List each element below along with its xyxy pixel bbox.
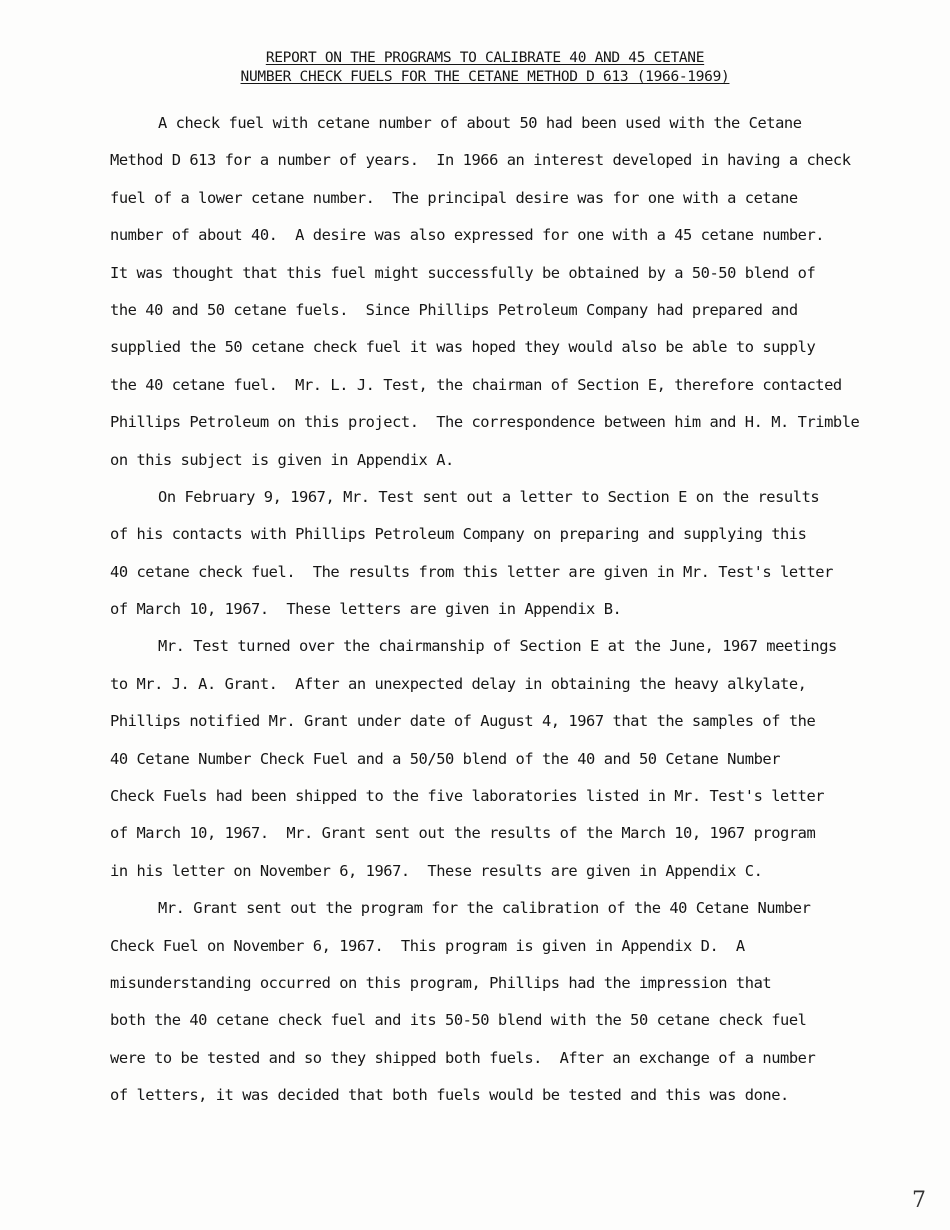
text-line: 40 cetane check fuel. The results from this letter are given in Mr. Test's letter (110, 562, 833, 581)
text-line: of his contacts with Phillips Petroleum Company on preparing and supplying this (110, 525, 807, 544)
text-line: Phillips notified Mr. Grant under date of August 4, 1967 that the samples of the (110, 712, 816, 731)
text-line: of letters, it was decided that both fuels would be tested and this was done. (110, 1086, 789, 1105)
text-line: Mr. Test turned over the chairmanship of Section E at the June, 1967 meetings (158, 637, 837, 656)
text-line: It was thought that this fuel might successfully be obtained by a 50-50 blend of (110, 263, 816, 282)
text-line: A check fuel with cetane number of about 50 had been used with the Cetane (158, 114, 802, 132)
text-line: 40 Cetane Number Check Fuel and a 50/50 blend of the 40 and 50 Cetane Number (110, 749, 781, 768)
text-line: were to be tested and so they shipped both fuels. After an exchange of a number (110, 1048, 816, 1067)
title-line-1: REPORT ON THE PROGRAMS TO CALIBRATE 40 AND 45 CETANE (265, 50, 705, 66)
text-line: supplied the 50 cetane check fuel it was hoped they would also be able to supply (110, 338, 816, 357)
text-line: both the 40 cetane check fuel and its 50-50 blend with the 50 cetane check fuel (110, 1011, 807, 1030)
page-number-mark: 7 (912, 1188, 926, 1213)
paragraph-2 (110, 479, 940, 629)
text-line: the 40 cetane fuel. Mr. L. J. Test, the chairman of Section E, therefore contacted (110, 375, 842, 394)
text-line: On February 9, 1967, Mr. Test sent out a letter to Section E on the results (158, 487, 820, 506)
paragraph-4 (110, 890, 940, 1114)
title-line-2: NUMBER CHECK FUELS FOR THE CETANE METHOD D 613 (1966-1969) (240, 69, 730, 85)
text-line: Check Fuels had been shipped to the five laboratories listed in Mr. Test's letter (110, 787, 825, 806)
text-line: to Mr. J. A. Grant. After an unexpected delay in obtaining the heavy alkylate, (110, 674, 807, 693)
text-line: of March 10, 1967. These letters are given in Appendix B. (110, 600, 622, 619)
report-title (110, 49, 860, 87)
text-line: Phillips Petroleum on this project. The correspondence between him and H. M. Trimble (110, 413, 860, 432)
text-line: fuel of a lower cetane number. The principal desire was for one with a cetane (110, 188, 798, 207)
text-line: Mr. Grant sent out the program for the calibration of the 40 Cetane Number (158, 899, 811, 918)
paragraph-1 (110, 105, 940, 479)
text-line: misunderstanding occurred on this program, Phillips had the impression that (110, 973, 772, 992)
paragraph-3 (110, 628, 940, 890)
text-line: number of about 40. A desire was also expressed for one with a 45 cetane number. (110, 226, 825, 245)
text-line: Check Fuel on November 6, 1967. This program is given in Appendix D. A (110, 936, 745, 955)
report-body (110, 105, 940, 1115)
text-line: the 40 and 50 cetane fuels. Since Phillips Petroleum Company had prepared and (110, 300, 798, 319)
text-line: on this subject is given in Appendix A. (110, 450, 454, 469)
text-line: in his letter on November 6, 1967. These results are given in Appendix C. (110, 861, 763, 880)
text-line: Method D 613 for a number of years. In 1966 an interest developed in having a check (110, 151, 851, 170)
text-line: of March 10, 1967. Mr. Grant sent out the results of the March 10, 1967 program (110, 824, 816, 843)
